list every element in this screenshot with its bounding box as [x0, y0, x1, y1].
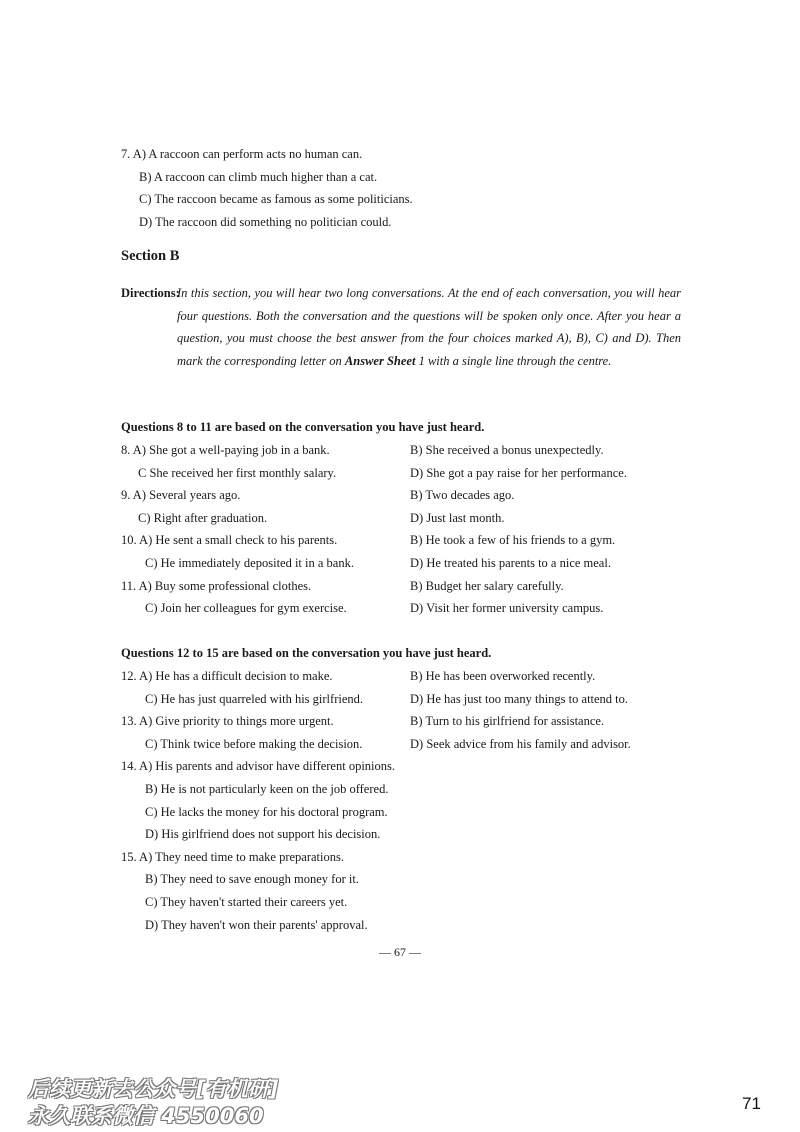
question-12-option-d: D) He has just too many things to attend to. [410, 691, 629, 706]
question-9-option-b: B) Two decades ago. [410, 488, 515, 503]
directions-text-part-1: In this section, you will hear two long conversations. At the end of each conversation, you will hear four questions. Both the conversation and the questions will be spoken only once. After you hear a question, you must choose the best answer from the four choices marked A), B), C) and D). Then mark the corresponding letter on [177, 286, 681, 368]
question-15-option-c: C) They haven't started their careers yet. [145, 895, 348, 909]
question-15-option-d: D) They haven't won their parents' approval. [145, 917, 368, 932]
directions [121, 282, 681, 372]
question-8-option-a: 8. A) She got a well-paying job in a bank. [121, 443, 330, 457]
question-7-stem: 7. A) A raccoon can perform acts no human can. [121, 147, 363, 161]
question-13-option-d: D) Seek advice from his family and advisor. [410, 736, 631, 751]
section-title: Section B [121, 248, 180, 264]
question-13-option-c: C) Think twice before making the decision. [145, 736, 363, 751]
question-7-option-d: D) The raccoon did something no politician could. [139, 214, 392, 229]
directions-text-part-2: 1 with a single line through the centre. [418, 353, 612, 368]
question-8-option-d: D) She got a pay raise for her performance. [410, 465, 627, 480]
group-heading: Questions 8 to 11 are based on the conversation you have just heard. [121, 420, 485, 434]
question-10-option-a: 10. A) He sent a small check to his parents. [121, 533, 338, 548]
question-14-option-c: C) He lacks the money for his doctoral program. [145, 804, 388, 819]
question-12-option-a: 12. A) He has a difficult decision to make. [121, 669, 333, 683]
question-9-option-c: C) Right after graduation. [138, 510, 268, 525]
question-10-option-d: D) He treated his parents to a nice meal. [410, 556, 611, 570]
question-7 [121, 143, 413, 233]
question-15-option-b: B) They need to save enough money for it. [145, 872, 359, 887]
watermark [28, 1076, 278, 1130]
question-11-option-a: 11. A) Buy some professional clothes. [121, 578, 312, 593]
question-14-option-a: 14. A) His parents and advisor have different opinions. [121, 759, 396, 774]
question-14-option-b: B) He is not particularly keen on the job offered. [145, 782, 389, 796]
question-8-option-b: B) She received a bonus unexpectedly. [410, 443, 604, 457]
question-12-option-c: C) He has just quarreled with his girlfriend. [145, 691, 364, 706]
question-12-option-b: B) He has been overworked recently. [410, 669, 596, 683]
question-9-option-d: D) Just last month. [410, 510, 505, 525]
question-13-option-a: 13. A) Give priority to things more urgent. [121, 714, 334, 729]
question-11-option-c: C) Join her colleagues for gym exercise. [145, 601, 347, 616]
question-group-12-15 [121, 642, 681, 938]
question-11-option-d: D) Visit her former university campus. [410, 601, 604, 616]
group-heading: Questions 12 to 15 are based on the conversation you have just heard. [121, 646, 492, 660]
corner-page-number: 71 [742, 1094, 761, 1113]
question-15-option-a: 15. A) They need time to make preparations. [121, 849, 344, 864]
question-13-option-b: B) Turn to his girlfriend for assistance. [410, 714, 605, 729]
question-14-option-d: D) His girlfriend does not support his decision. [145, 827, 381, 842]
question-group-8-11 [121, 416, 681, 616]
question-10-option-b: B) He took a few of his friends to a gym. [410, 533, 616, 548]
directions-text [177, 282, 681, 372]
question-11-option-b: B) Budget her salary carefully. [410, 578, 564, 593]
question-7-option-b: B) A raccoon can climb much higher than a cat. [139, 169, 378, 184]
answer-sheet-label: Answer Sheet [344, 353, 416, 368]
question-10-option-c: C) He immediately deposited it in a bank. [145, 556, 354, 570]
watermark-line-1: 后续更新去公众号[有机研] [28, 1077, 279, 1101]
question-7-option-c: C) The raccoon became as famous as some politicians. [139, 192, 413, 207]
question-8-option-c: C She received her first monthly salary. [138, 465, 337, 480]
question-9-option-a: 9. A) Several years ago. [121, 488, 241, 503]
page-number: — 67 — [379, 945, 421, 959]
directions-label: Directions: [121, 286, 180, 300]
watermark-line-2: 永久联系微信 4550060 [28, 1104, 264, 1128]
